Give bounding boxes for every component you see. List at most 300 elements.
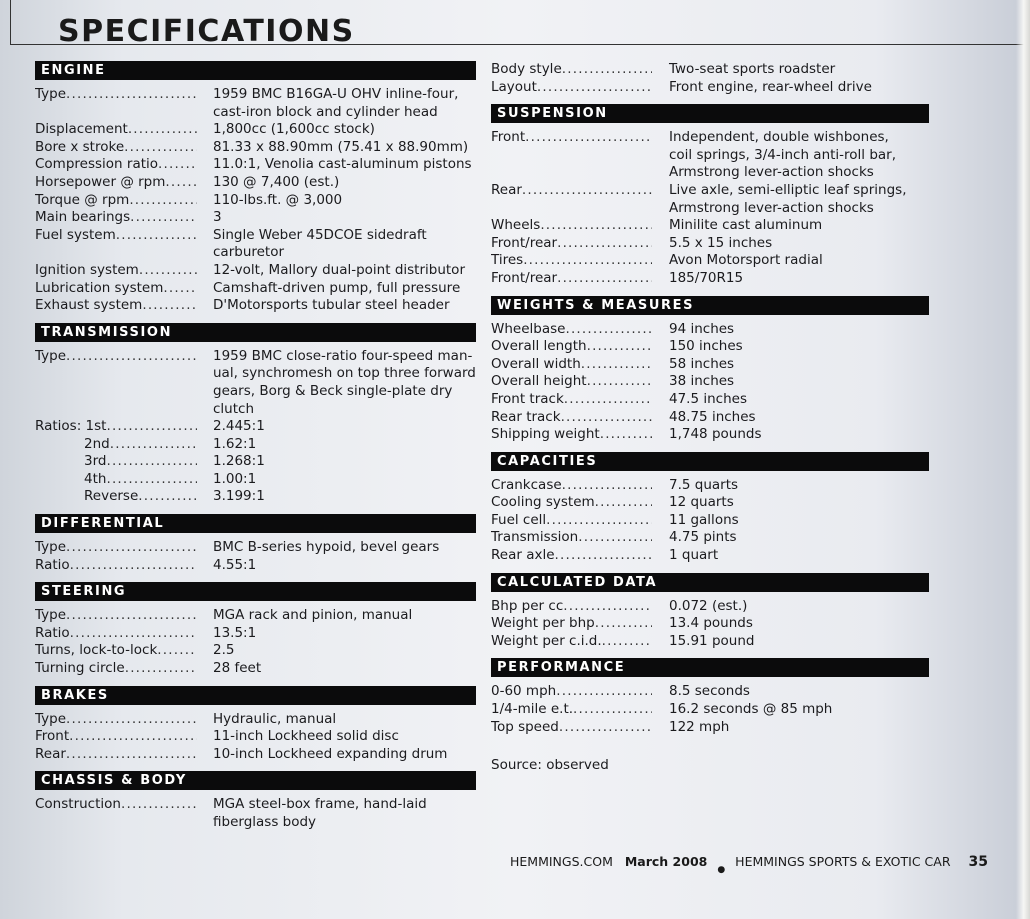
spec-row — [491, 391, 929, 409]
spec-value: 81.33 x 88.90mm (75.41 x 88.90mm) — [213, 138, 469, 155]
spec-label: Compression ratio — [35, 156, 159, 173]
dot-leader — [556, 683, 652, 701]
spec-row — [491, 512, 929, 530]
spec-label-cell — [35, 607, 197, 625]
dot-leader — [128, 121, 197, 139]
spec-row — [491, 547, 929, 565]
section-header: BRAKES — [35, 686, 476, 705]
spec-value: D'Motorsports tubular steel header — [213, 297, 450, 314]
spec-label-cell — [35, 174, 197, 192]
spec-label: Top speed — [491, 718, 559, 735]
spec-value: cast-iron block and cylinder head — [213, 103, 438, 120]
spec-row — [35, 418, 476, 436]
dot-leader — [587, 373, 652, 391]
spec-section-performance — [491, 658, 929, 736]
spec-label: Front/rear — [491, 269, 558, 286]
spec-label: Front track — [491, 390, 564, 407]
dot-leader — [129, 192, 197, 210]
dot-leader — [125, 660, 197, 678]
spec-label-cell — [35, 488, 197, 506]
spec-value: 0.072 (est.) — [669, 597, 748, 614]
dot-leader — [565, 321, 652, 339]
dot-leader — [562, 61, 652, 79]
spec-label-cell — [491, 719, 652, 737]
spec-value: 1,800cc (1,600cc stock) — [213, 121, 375, 138]
spec-value: 2.445:1 — [213, 418, 265, 435]
spec-row — [35, 642, 476, 660]
spec-row — [491, 338, 929, 356]
spec-row — [491, 426, 929, 444]
spec-label: Horsepower @ rpm — [35, 173, 166, 190]
spec-label: Wheelbase — [491, 320, 566, 337]
spec-value: 8.5 seconds — [669, 683, 750, 700]
spec-section-steering — [35, 582, 476, 677]
spec-label-cell — [491, 79, 652, 97]
spec-label: Turns, lock-to-lock — [35, 642, 158, 659]
spec-label: Layout — [491, 78, 537, 95]
spec-value: 4.55:1 — [213, 556, 257, 573]
spec-value: 12 quarts — [669, 494, 734, 511]
spec-label: Ratios: 1st — [35, 418, 107, 435]
dot-leader — [66, 711, 197, 729]
spec-label: 2nd — [84, 435, 110, 452]
spec-label: Type — [35, 86, 67, 102]
spec-label: Overall width — [491, 355, 581, 372]
spec-label: Displacement — [35, 121, 128, 138]
spec-label: Front — [491, 129, 526, 146]
spec-value: 1 quart — [669, 547, 719, 564]
spec-label-cell — [491, 321, 652, 339]
spec-row — [491, 129, 929, 147]
spec-row — [35, 607, 476, 625]
spec-label-cell — [491, 129, 652, 147]
left-column — [35, 61, 476, 832]
spec-label-cell — [491, 61, 652, 79]
spec-label-cell — [35, 418, 197, 436]
dot-leader — [600, 426, 652, 444]
spec-label: Ratio — [35, 556, 70, 573]
spec-label: Front/rear — [491, 234, 558, 251]
spec-row — [35, 139, 476, 157]
spec-label-cell — [491, 477, 652, 495]
spec-label: Overall height — [491, 373, 587, 390]
spec-value: 110-lbs.ft. @ 3,000 — [213, 191, 343, 208]
spec-value: 10-inch Lockheed expanding drum — [213, 745, 448, 762]
section-header: CALCULATED DATA — [491, 573, 929, 592]
spec-label: Turning circle — [35, 660, 125, 677]
spec-row — [35, 436, 476, 454]
spec-row — [35, 557, 476, 575]
spec-value: 2.5 — [213, 642, 235, 659]
dot-leader — [581, 356, 652, 374]
dot-leader — [139, 262, 197, 280]
spec-section-general — [491, 61, 929, 96]
spec-label: Type — [35, 539, 67, 556]
spec-row — [491, 270, 929, 288]
spec-label-cell — [35, 557, 197, 575]
spec-label: Type — [35, 347, 67, 364]
spec-value: carburetor — [213, 244, 285, 261]
spec-label-cell — [491, 182, 652, 200]
spec-label-cell — [491, 529, 652, 547]
spec-row — [35, 209, 476, 227]
spec-value: 13.4 pounds — [669, 615, 753, 632]
spec-section-brakes — [35, 686, 476, 764]
spec-row — [35, 297, 476, 315]
spec-label-cell — [491, 409, 652, 427]
spec-label-cell — [35, 348, 197, 366]
footer-issue-date: March 2008 — [624, 854, 708, 869]
spec-value: 122 mph — [669, 718, 730, 735]
spec-value: 38 inches — [669, 373, 735, 390]
spec-label: Ratio — [35, 624, 70, 641]
spec-row — [35, 746, 476, 764]
spec-label-cell — [491, 615, 652, 633]
spec-value: Camshaft-driven pump, full pressure — [213, 279, 461, 296]
section-header: CHASSIS & BODY — [35, 771, 476, 790]
spec-label-cell — [35, 383, 197, 418]
dot-leader — [163, 280, 197, 298]
spec-label: Crankcase — [491, 476, 562, 493]
spec-value: Two-seat sports roadster — [669, 61, 836, 77]
spec-label-cell — [35, 471, 197, 489]
dot-leader — [525, 129, 652, 147]
spec-value: 130 @ 7,400 (est.) — [213, 173, 340, 190]
spec-label: Transmission — [491, 529, 579, 546]
spec-label: 1/4-mile e.t. — [491, 701, 574, 718]
spec-label-cell — [491, 391, 652, 409]
spec-section-differential — [35, 514, 476, 574]
spec-label: Exhaust system — [35, 297, 143, 314]
footer-publication: HEMMINGS SPORTS & EXOTIC CAR — [735, 854, 951, 869]
spec-label-cell — [35, 156, 197, 174]
spec-value: 12-volt, Mallory dual-point distributor — [213, 261, 465, 278]
spec-row — [35, 453, 476, 471]
spec-label-cell — [35, 280, 197, 298]
spec-row — [35, 488, 476, 506]
spec-label-cell — [491, 598, 652, 616]
spec-value: Live axle, semi-elliptic leaf springs, — [669, 181, 907, 198]
spec-label: Bore x stroke — [35, 138, 125, 155]
spec-row — [35, 104, 476, 122]
spec-label-cell — [491, 512, 652, 530]
dot-leader — [557, 270, 652, 288]
spec-label-cell — [35, 814, 197, 832]
spec-row — [491, 598, 929, 616]
spec-row — [491, 182, 929, 200]
dot-leader — [573, 701, 652, 719]
spec-label: Overall length — [491, 338, 587, 355]
spec-label-cell — [35, 642, 197, 660]
spec-row — [35, 244, 476, 262]
dot-leader — [106, 471, 197, 489]
page-edge-shadow — [1016, 0, 1030, 919]
spec-label-cell — [491, 235, 652, 253]
dot-leader — [557, 235, 652, 253]
spec-label: Rear — [35, 745, 66, 762]
dot-leader — [561, 409, 652, 427]
section-header: STEERING — [35, 582, 476, 601]
dot-leader — [69, 728, 197, 746]
dot-leader — [138, 488, 197, 506]
dot-leader — [559, 719, 652, 737]
right-column — [491, 61, 929, 774]
spec-value: 94 inches — [669, 320, 735, 337]
spec-label: Tires — [491, 252, 524, 269]
spec-label-cell — [35, 746, 197, 764]
spec-row — [35, 227, 476, 245]
section-header: ENGINE — [35, 61, 476, 80]
spec-label-cell — [491, 683, 652, 701]
spec-section-transmission — [35, 323, 476, 506]
spec-label-cell — [491, 200, 652, 218]
spec-label: Front — [35, 728, 70, 745]
spec-row — [491, 61, 929, 79]
dot-leader — [158, 156, 197, 174]
spec-label: Weight per c.i.d. — [491, 632, 602, 649]
spec-label-cell — [491, 701, 652, 719]
spec-value: ual, synchromesh on top three forward — [213, 365, 476, 382]
spec-label-cell — [491, 252, 652, 270]
spec-label-cell — [35, 453, 197, 471]
spec-value: 15.91 pound — [669, 632, 755, 649]
footer-page-number: 35 — [968, 854, 988, 870]
spec-value: 185/70R15 — [669, 269, 744, 286]
spec-row — [35, 711, 476, 729]
spec-label-cell — [35, 86, 197, 104]
spec-section-suspension — [491, 104, 929, 287]
spec-row — [491, 719, 929, 737]
spec-section-capacities — [491, 452, 929, 565]
spec-label: Cooling system — [491, 494, 595, 511]
spec-label-cell — [491, 547, 652, 565]
spec-label-cell — [491, 356, 652, 374]
spec-section-calculated-data — [491, 573, 929, 651]
dot-leader — [546, 512, 652, 530]
spec-value: 1.62:1 — [213, 435, 257, 452]
spec-row — [35, 262, 476, 280]
spec-row — [491, 356, 929, 374]
spec-row — [35, 86, 476, 104]
spec-row — [35, 365, 476, 383]
spec-row — [491, 235, 929, 253]
spec-value: Avon Motorsport radial — [669, 252, 823, 269]
spec-value: 7.5 quarts — [669, 476, 739, 493]
spec-label: Main bearings — [35, 209, 131, 226]
spec-row — [491, 615, 929, 633]
spec-label: Fuel system — [35, 226, 116, 243]
spec-value: 150 inches — [669, 338, 743, 355]
spec-section-weights-and-measures — [491, 296, 929, 444]
section-header: DIFFERENTIAL — [35, 514, 476, 533]
spec-label-cell — [35, 436, 197, 454]
dot-leader — [562, 477, 652, 495]
page-footer — [510, 854, 988, 875]
spec-row — [35, 660, 476, 678]
spec-value: MGA steel-box frame, hand-laid — [213, 796, 427, 813]
spec-value: 28 feet — [213, 660, 262, 677]
spec-value: Front engine, rear-wheel drive — [669, 78, 872, 95]
dot-leader — [595, 494, 652, 512]
dot-leader — [116, 227, 197, 245]
spec-label-cell — [491, 633, 652, 651]
spec-row — [35, 796, 476, 814]
spec-value: 13.5:1 — [213, 624, 257, 641]
spec-row — [491, 321, 929, 339]
spec-label-cell — [491, 494, 652, 512]
spec-label-cell — [35, 660, 197, 678]
spec-value: Hydraulic, manual — [213, 710, 337, 727]
spec-label: Torque @ rpm — [35, 191, 130, 208]
dot-leader — [564, 391, 652, 409]
spec-value: 48.75 inches — [669, 408, 756, 425]
spec-label: 3rd — [84, 453, 107, 470]
spec-label: Fuel cell — [491, 511, 547, 528]
spec-value: 58 inches — [669, 355, 735, 372]
dot-leader — [522, 182, 652, 200]
spec-label-cell — [35, 227, 197, 245]
spec-row — [35, 625, 476, 643]
spec-label-cell — [491, 217, 652, 235]
spec-value: 47.5 inches — [669, 390, 747, 407]
spec-row — [491, 147, 929, 165]
dot-leader — [578, 529, 652, 547]
spec-label-cell — [35, 297, 197, 315]
dot-leader — [595, 615, 652, 633]
spec-label: Bhp per cc — [491, 597, 564, 614]
spec-value: Armstrong lever-action shocks — [669, 164, 874, 181]
spec-value: 1.268:1 — [213, 453, 265, 470]
spec-label: Weight per bhp — [491, 615, 595, 632]
spec-label: Type — [35, 710, 67, 727]
spec-label: Lubrication system — [35, 279, 164, 296]
spec-label-cell — [491, 426, 652, 444]
spec-label-cell — [35, 625, 197, 643]
spec-row — [35, 539, 476, 557]
spec-label-cell — [35, 728, 197, 746]
spec-section-engine — [35, 61, 476, 315]
right-spec-sections — [491, 61, 929, 736]
spec-value: MGA rack and pinion, manual — [213, 607, 413, 624]
spec-label-cell — [35, 244, 197, 262]
spec-value: Armstrong lever-action shocks — [669, 199, 874, 216]
spec-section-chassis-and-body — [35, 771, 476, 831]
section-header: TRANSMISSION — [35, 323, 476, 342]
spec-label-cell — [491, 147, 652, 165]
spec-label-cell — [35, 365, 197, 383]
spec-row — [491, 200, 929, 218]
spec-label-cell — [35, 539, 197, 557]
spec-value: coil springs, 3/4-inch anti-roll bar, — [669, 146, 897, 163]
spec-value: 11.0:1, Venolia cast-aluminum pistons — [213, 156, 472, 173]
spec-label-cell — [491, 338, 652, 356]
spec-value: Minilite cast aluminum — [669, 217, 823, 234]
spec-label: Ignition system — [35, 261, 139, 278]
spec-row — [491, 633, 929, 651]
section-header: CAPACITIES — [491, 452, 929, 471]
spec-row — [35, 814, 476, 832]
spec-row — [35, 192, 476, 210]
dot-leader — [602, 633, 652, 651]
spec-label-cell — [35, 711, 197, 729]
spec-label: Body style — [491, 61, 562, 77]
spec-value: gears, Borg & Beck single-plate dry clutch — [213, 382, 453, 417]
dot-leader — [523, 252, 652, 270]
spec-label: Rear track — [491, 408, 561, 425]
spec-label: Rear axle — [491, 547, 555, 564]
spec-value: BMC B-series hypoid, bevel gears — [213, 539, 440, 556]
dot-leader — [106, 453, 197, 471]
dot-leader — [165, 174, 197, 192]
dot-leader — [587, 338, 652, 356]
spec-value: Single Weber 45DCOE sidedraft — [213, 226, 427, 243]
spec-label-cell — [35, 209, 197, 227]
spec-row — [491, 683, 929, 701]
spec-row — [491, 529, 929, 547]
spec-row — [491, 701, 929, 719]
dot-leader — [106, 418, 197, 436]
spec-row — [35, 728, 476, 746]
spec-row — [35, 383, 476, 418]
spec-value: 1,748 pounds — [669, 426, 762, 443]
spec-label: Wheels — [491, 217, 541, 234]
spec-label-cell — [491, 373, 652, 391]
dot-leader — [66, 607, 197, 625]
dot-leader — [157, 642, 197, 660]
spec-label-cell — [35, 139, 197, 157]
section-header: SUSPENSION — [491, 104, 929, 123]
spec-row — [35, 280, 476, 298]
spec-label: Rear — [491, 181, 522, 198]
page-title: SPECIFICATIONS — [58, 14, 355, 49]
dot-leader — [70, 557, 197, 575]
dot-leader — [124, 139, 197, 157]
spec-value: Independent, double wishbones, — [669, 129, 889, 146]
spec-label-cell — [35, 121, 197, 139]
section-header: PERFORMANCE — [491, 658, 929, 677]
dot-leader — [540, 217, 652, 235]
dot-leader — [66, 86, 197, 104]
spec-value: 3 — [213, 209, 222, 226]
spec-value: 5.5 x 15 inches — [669, 234, 773, 251]
dot-leader — [110, 436, 197, 454]
spec-label: Construction — [35, 796, 121, 813]
spec-label-cell — [35, 192, 197, 210]
spec-value: 11-inch Lockheed solid disc — [213, 728, 399, 745]
spec-row — [35, 156, 476, 174]
spec-label-cell — [491, 270, 652, 288]
source-note: Source: observed — [491, 757, 609, 774]
dot-leader — [70, 625, 197, 643]
spec-label-cell — [491, 164, 652, 182]
spec-row — [491, 409, 929, 427]
spec-value: 1959 BMC B16GA-U OHV inline-four, — [213, 86, 459, 102]
spec-label: Shipping weight — [491, 426, 600, 443]
spec-label-cell — [35, 796, 197, 814]
dot-leader — [537, 79, 652, 97]
spec-value: 3.199:1 — [213, 488, 265, 505]
spec-label-cell — [35, 262, 197, 280]
section-header: WEIGHTS & MEASURES — [491, 296, 929, 315]
spec-value: 1959 BMC close-ratio four-speed man- — [213, 347, 473, 364]
footer-bullet-icon: ● — [717, 865, 726, 875]
spec-row — [491, 164, 929, 182]
spec-value: 11 gallons — [669, 511, 739, 528]
dot-leader — [66, 348, 197, 366]
spec-row — [35, 348, 476, 366]
spec-row — [491, 79, 929, 97]
dot-leader — [130, 209, 197, 227]
